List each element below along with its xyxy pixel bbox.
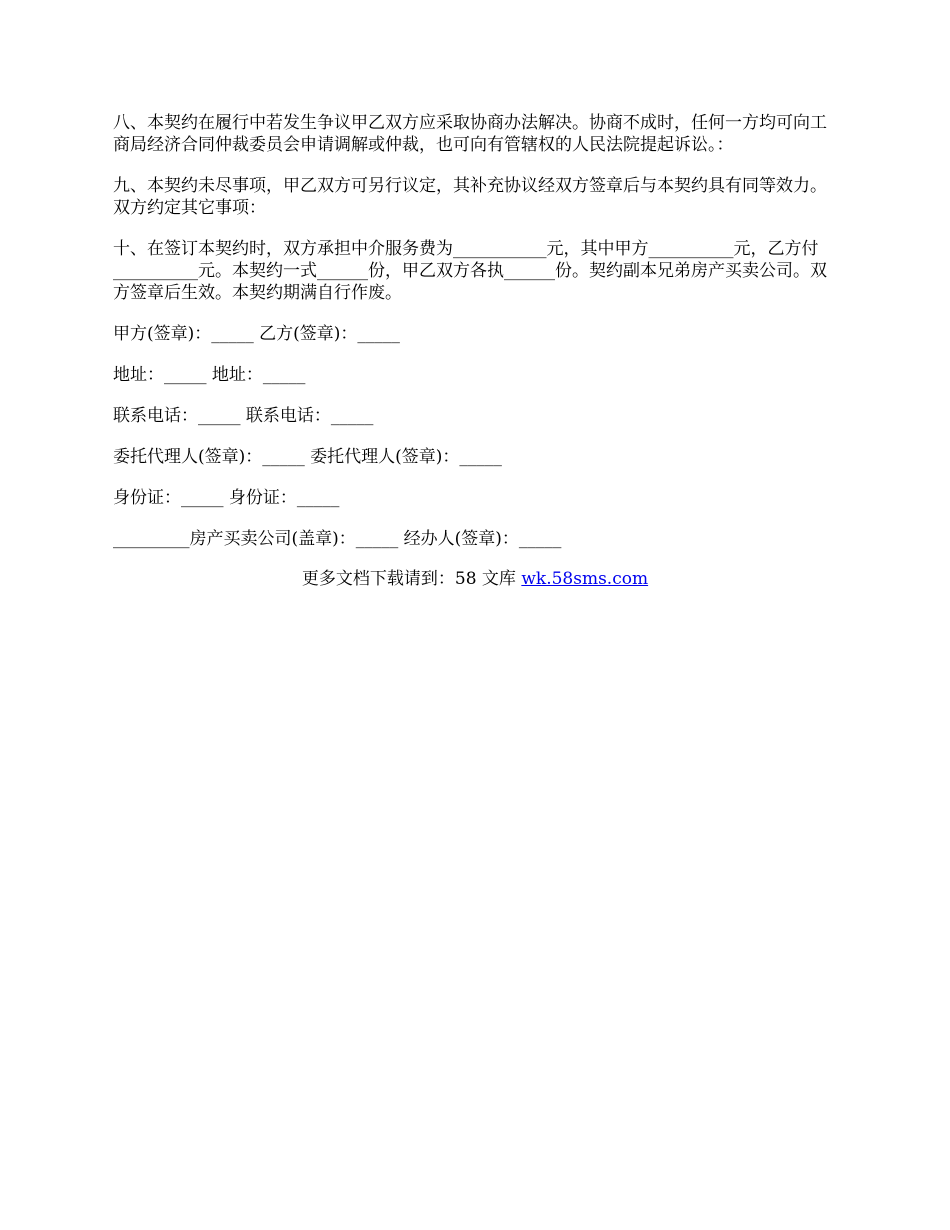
signature-agent: 委托代理人(签章)：_____ 委托代理人(签章)：_____: [113, 447, 502, 467]
signature-id: 身份证：_____ 身份证：_____: [113, 488, 340, 508]
signature-address: 地址：_____ 地址：_____: [113, 365, 306, 385]
signature-parties: 甲方(签章)：_____ 乙方(签章)：_____: [113, 324, 400, 344]
download-footer: [0, 568, 950, 590]
document-body: [113, 112, 843, 569]
footer-prefix: 更多文档下载请到：58 文库: [301, 569, 522, 589]
footer-link[interactable]: wk.58sms.com: [521, 569, 649, 589]
signature-phone: 联系电话：_____ 联系电话：_____: [113, 406, 374, 426]
clause-9: 九、本契约未尽事项，甲乙双方可另行议定，其补充协议经双方签章后与本契约具有同等效力。双方约定其它事项：: [113, 176, 827, 218]
signature-company: _________房产买卖公司(盖章)：_____ 经办人(签章)：_____: [113, 529, 562, 549]
clause-10: 十、在签订本契约时，双方承担中介服务费为___________元，其中甲方__________元，乙方付__________元。本契约一式______份，甲乙双方各执______份。契约副本兄弟房产买卖公司。双方签章后生效。本契约期满自行作废。: [113, 239, 827, 303]
clause-8: 八、本契约在履行中若发生争议甲乙双方应采取协商办法解决。协商不成时，任何一方均可向工商局经济合同仲裁委员会申请调解或仲裁，也可向有管辖权的人民法院提起诉讼。：: [113, 113, 827, 155]
